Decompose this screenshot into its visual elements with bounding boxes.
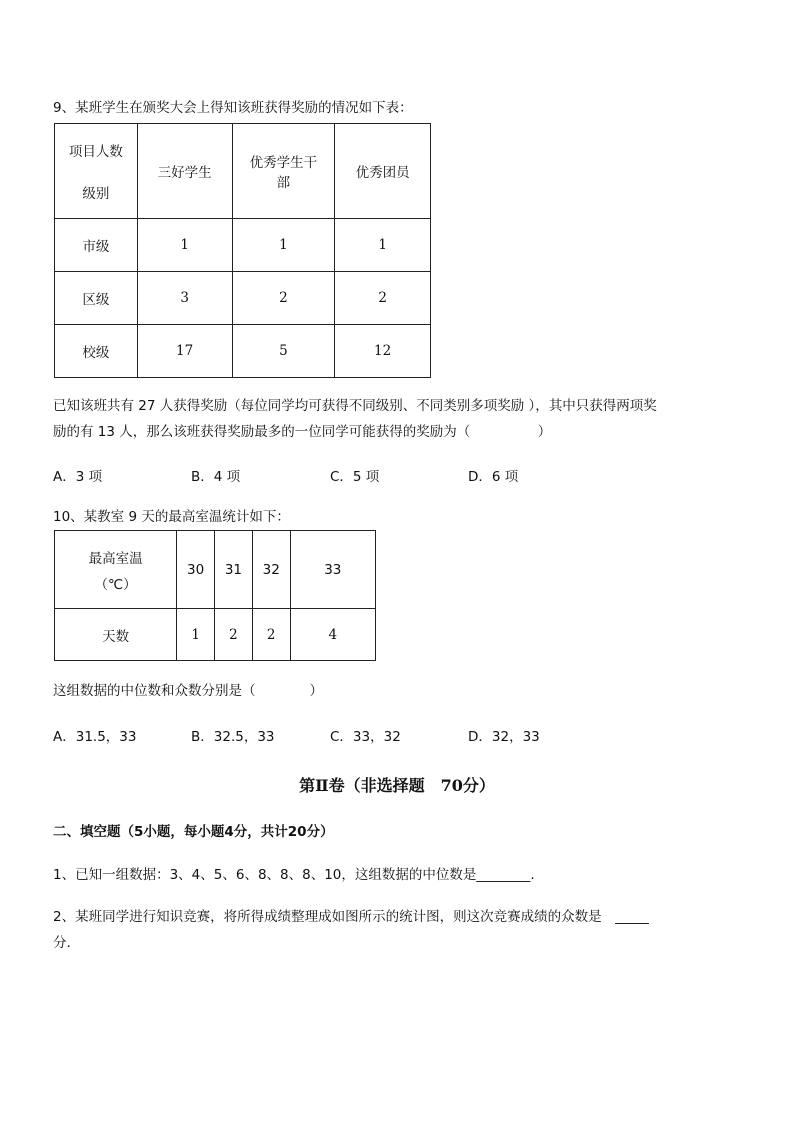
q9-level-city: 市级 xyxy=(55,219,138,272)
q10-temperature-table xyxy=(54,530,376,661)
section2-title: 第Ⅱ卷（非选择题 70分） xyxy=(299,776,495,795)
fill-q2-line2: 分. xyxy=(53,935,71,951)
table-cell: 2 xyxy=(335,272,431,325)
q10-temp-label-unit: （℃） xyxy=(94,576,137,593)
fill-q1: 1、已知一组数据：3、4、5、6、8、8、8、10，这组数据的中位数是________. xyxy=(53,867,535,883)
table-cell: 33 xyxy=(290,531,375,609)
table-cell: 3 xyxy=(137,272,232,325)
q9-text-line1: 已知该班共有 27 人获得奖励（每位同学均可获得不同级别、不同类别多项奖励 ），其中只获得两项奖 xyxy=(53,398,657,414)
q9-stem: 9、某班学生在颁奖大会上得知该班获得奖励的情况如下表： xyxy=(53,100,413,116)
q9-corner-top: 项目人数 xyxy=(68,144,123,160)
table-cell: 1 xyxy=(177,609,215,661)
q9-option-a[interactable]: A．3 项 xyxy=(53,469,103,485)
table-row xyxy=(55,609,376,661)
table-row xyxy=(55,325,431,378)
q9-option-d[interactable]: D．6 项 xyxy=(468,469,519,485)
q10-days-label: 天数 xyxy=(55,609,177,661)
table-cell: 2 xyxy=(252,609,290,661)
q9-option-c[interactable]: C．5 项 xyxy=(330,469,380,485)
q10-question: 这组数据的中位数和众数分别是（ ） xyxy=(53,683,323,699)
table-cell: 2 xyxy=(215,609,253,661)
q10-option-d[interactable]: D．32，33 xyxy=(468,729,540,745)
table-cell: 32 xyxy=(252,531,290,609)
table-row xyxy=(55,272,431,325)
table-cell: 1 xyxy=(137,219,232,272)
section2-heading: 二、填空题（5小题，每小题4分，共计20分） xyxy=(53,824,334,840)
q9-header-ganbu-line1: 优秀学生干 xyxy=(249,155,318,171)
table-row xyxy=(55,531,376,609)
q9-corner-cell xyxy=(55,124,138,219)
q10-stem: 10、某教室 9 天的最高室温统计如下： xyxy=(53,509,290,525)
table-row xyxy=(55,219,431,272)
fill-q2-line1: 2、某班同学进行知识竞赛，将所得成绩整理成如图所示的统计图，则这次竞赛成绩的众数是 _____ xyxy=(53,909,649,925)
table-cell: 4 xyxy=(290,609,375,661)
table-cell: 31 xyxy=(215,531,253,609)
table-cell: 1 xyxy=(232,219,335,272)
q9-option-b[interactable]: B．4 项 xyxy=(191,469,241,485)
table-cell: 12 xyxy=(335,325,431,378)
q9-header-ganbu xyxy=(232,124,335,219)
q9-header-tuanyuan: 优秀团员 xyxy=(335,124,431,219)
table-cell: 1 xyxy=(335,219,431,272)
q9-level-school: 校级 xyxy=(55,325,138,378)
q9-header-ganbu-line2: 部 xyxy=(276,175,291,191)
table-cell: 2 xyxy=(232,272,335,325)
q9-award-table xyxy=(54,123,431,378)
table-cell: 30 xyxy=(177,531,215,609)
q10-option-a[interactable]: A．31.5，33 xyxy=(53,729,137,745)
q10-option-b[interactable]: B．32.5，33 xyxy=(191,729,275,745)
table-cell: 17 xyxy=(137,325,232,378)
table-cell: 5 xyxy=(232,325,335,378)
q9-header-sanhao: 三好学生 xyxy=(137,124,232,219)
q10-temp-label xyxy=(55,531,177,609)
q10-option-c[interactable]: C．33，32 xyxy=(330,729,401,745)
q10-temp-label-top: 最高室温 xyxy=(88,550,143,567)
q9-text-line2: 励的有 13 人，那么该班获得奖励最多的一位同学可能获得的奖励为（ ） xyxy=(53,424,552,440)
q9-level-district: 区级 xyxy=(55,272,138,325)
q9-corner-bottom: 级别 xyxy=(82,186,110,202)
